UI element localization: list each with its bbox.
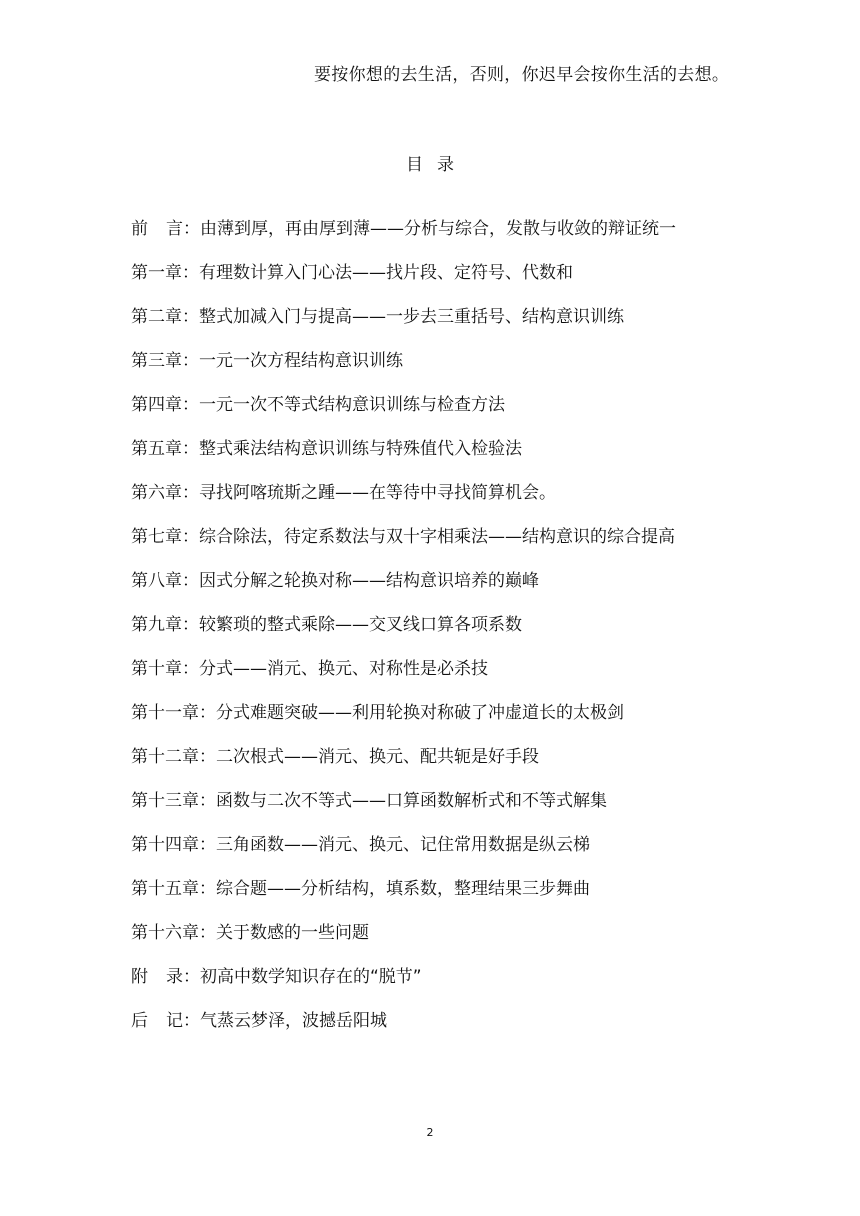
toc-entry-title: 函数与二次不等式——口算函数解析式和不等式解集 — [216, 791, 607, 811]
toc-entry — [131, 435, 676, 479]
toc-entry-label: 前 言 — [131, 219, 183, 239]
toc-entry — [131, 479, 676, 523]
toc-entry-separator: ： — [199, 747, 216, 767]
toc-entry-label: 第一章 — [131, 263, 182, 283]
toc-entry-title: 分式——消元、换元、对称性是必杀技 — [199, 659, 488, 679]
toc-entry — [131, 611, 676, 655]
toc-entry-label: 第十五章 — [131, 879, 199, 899]
toc-entry-separator: ： — [199, 835, 216, 855]
toc-entry-label: 第九章 — [131, 615, 182, 635]
toc-entry-separator: ： — [182, 395, 199, 415]
toc-entry-title: 一元一次方程结构意识训练 — [199, 351, 403, 371]
toc-entry-separator: ： — [199, 703, 216, 723]
toc-entry-label: 第八章 — [131, 571, 182, 591]
toc-entry-title: 有理数计算入门心法——找片段、定符号、代数和 — [199, 263, 573, 283]
toc-entry-title: 分式难题突破——利用轮换对称破了冲虚道长的太极剑 — [216, 703, 624, 723]
toc-entry-separator: ： — [199, 879, 216, 899]
toc-entry-title: 初高中数学知识存在的“脱节” — [200, 967, 422, 987]
toc-entry — [131, 347, 676, 391]
toc-entry-label: 第二章 — [131, 307, 182, 327]
toc-entry-label: 第五章 — [131, 439, 182, 459]
toc-entry — [131, 699, 676, 743]
toc-entry-separator: ： — [183, 967, 200, 987]
toc-entry-separator: ： — [182, 571, 199, 591]
page-number: 2 — [426, 1126, 434, 1139]
toc-entry-separator: ： — [183, 219, 200, 239]
toc-entry-label: 第十二章 — [131, 747, 199, 767]
toc-entry — [131, 303, 676, 347]
toc-entry — [131, 567, 676, 611]
toc-entry-label: 附 录 — [131, 967, 183, 987]
toc-entry — [131, 919, 676, 963]
toc-entry-separator: ： — [182, 659, 199, 679]
toc-entry-title: 综合题——分析结构，填系数，整理结果三步舞曲 — [216, 879, 590, 899]
toc-entry — [131, 259, 676, 303]
toc-entry-label: 第四章 — [131, 395, 182, 415]
toc-entry — [131, 743, 676, 787]
toc-entry — [131, 963, 676, 1007]
toc-entry-title: 由薄到厚，再由厚到薄——分析与综合，发散与收敛的辩证统一 — [200, 219, 676, 239]
toc-entry-label: 第十三章 — [131, 791, 199, 811]
toc-entry-title: 关于数感的一些问题 — [216, 923, 369, 943]
toc-entry-label: 第十章 — [131, 659, 182, 679]
toc-entry — [131, 831, 676, 875]
toc-entry-separator: ： — [199, 923, 216, 943]
toc-entry-title: 较繁琐的整式乘除——交叉线口算各项系数 — [199, 615, 522, 635]
table-of-contents — [131, 215, 676, 1051]
toc-entry-label: 第十四章 — [131, 835, 199, 855]
toc-entry-title: 三角函数——消元、换元、记住常用数据是纵云梯 — [216, 835, 590, 855]
toc-entry — [131, 787, 676, 831]
toc-entry-label: 第三章 — [131, 351, 182, 371]
toc-entry-separator: ： — [182, 483, 199, 503]
toc-entry — [131, 1007, 676, 1051]
toc-entry-title: 一元一次不等式结构意识训练与检查方法 — [199, 395, 505, 415]
toc-entry-title: 寻找阿喀琉斯之踵——在等待中寻找简算机会。 — [199, 483, 556, 503]
toc-entry-title: 整式加减入门与提高——一步去三重括号、结构意识训练 — [199, 307, 624, 327]
toc-entry-label: 第十一章 — [131, 703, 199, 723]
toc-entry-label: 后 记 — [131, 1011, 183, 1031]
toc-entry-title: 因式分解之轮换对称——结构意识培养的巅峰 — [199, 571, 539, 591]
toc-entry-separator: ： — [183, 1011, 200, 1031]
toc-entry-separator: ： — [182, 615, 199, 635]
toc-entry-title: 气蒸云梦泽，波撼岳阳城 — [200, 1011, 387, 1031]
toc-entry-separator: ： — [182, 439, 199, 459]
toc-entry — [131, 391, 676, 435]
toc-entry-title: 综合除法，待定系数法与双十字相乘法——结构意识的综合提高 — [199, 527, 675, 547]
toc-entry — [131, 215, 676, 259]
toc-entry-label: 第十六章 — [131, 923, 199, 943]
toc-entry-label: 第七章 — [131, 527, 182, 547]
toc-entry — [131, 655, 676, 699]
toc-entry — [131, 875, 676, 919]
toc-entry-separator: ： — [182, 263, 199, 283]
toc-entry-title: 二次根式——消元、换元、配共轭是好手段 — [216, 747, 539, 767]
toc-entry — [131, 523, 676, 567]
toc-title: 目录 — [406, 155, 468, 175]
toc-entry-label: 第六章 — [131, 483, 182, 503]
epigraph: 要按你想的去生活，否则，你迟早会按你生活的去想。 — [314, 65, 730, 85]
toc-entry-separator: ： — [182, 527, 199, 547]
toc-entry-separator: ： — [182, 307, 199, 327]
toc-entry-separator: ： — [199, 791, 216, 811]
toc-entry-separator: ： — [182, 351, 199, 371]
toc-entry-title: 整式乘法结构意识训练与特殊值代入检验法 — [199, 439, 522, 459]
